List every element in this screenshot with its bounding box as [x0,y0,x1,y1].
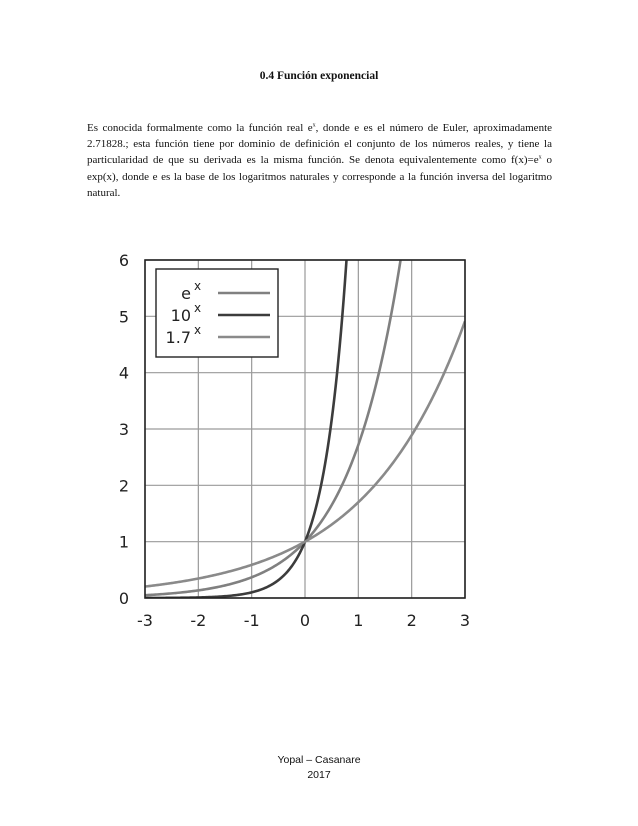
paragraph-text-3: o exp(x), donde e es la base de los logaritmos naturales y corresponde a la función inversa del logaritmo natural. [87,154,553,199]
legend-label-1: 10 [170,306,191,325]
section-title: 0.4 Función exponencial [259,70,379,82]
x-tick-label-5: 2 [406,611,417,630]
superscript-x-1: x [312,122,316,129]
y-tick-label-5: 5 [118,307,129,327]
footer-year: 2017 [307,769,331,781]
legend-label-0: e [181,284,191,303]
x-tick-label-3: 0 [299,611,311,630]
superscript-x-2: x [538,154,542,161]
y-tick-label-1: 1 [118,532,129,552]
legend-label-2: 1.7 [165,328,191,347]
legend [156,269,278,357]
paragraph-text-1: Es conocida formalmente como la función real e [87,122,313,134]
paragraph-text-2: , donde e es el número de Euler, aproximadamente 2.71828.; esta función tiene por dominio de definición el conjunto de los números reales, y tiene la particularidad de que su derivada es la misma función. Se denota equivalentemente como f(x)=e [87,122,553,167]
y-tick-label-2: 2 [118,476,129,496]
legend-exponent-0: x [194,279,202,293]
legend-exponent-1: x [194,301,202,315]
y-tick-label-3: 3 [118,420,129,439]
x-tick-label-4: 1 [353,611,364,630]
y-tick-label-0: 0 [118,589,129,608]
y-tick-labels [119,251,129,608]
x-tick-label-2: -1 [243,611,260,630]
x-tick-labels [137,611,470,630]
legend-exponent-2: x [194,323,202,337]
y-tick-label-4: 4 [118,363,129,383]
x-tick-label-6: 3 [459,611,471,630]
y-tick-label-6: 6 [118,251,129,270]
body-paragraph [87,120,552,201]
x-tick-label-1: -2 [190,611,207,630]
x-tick-label-0: -3 [137,611,153,630]
exponential-chart [100,245,490,635]
footer-location: Yopal – Casanare [277,754,361,766]
